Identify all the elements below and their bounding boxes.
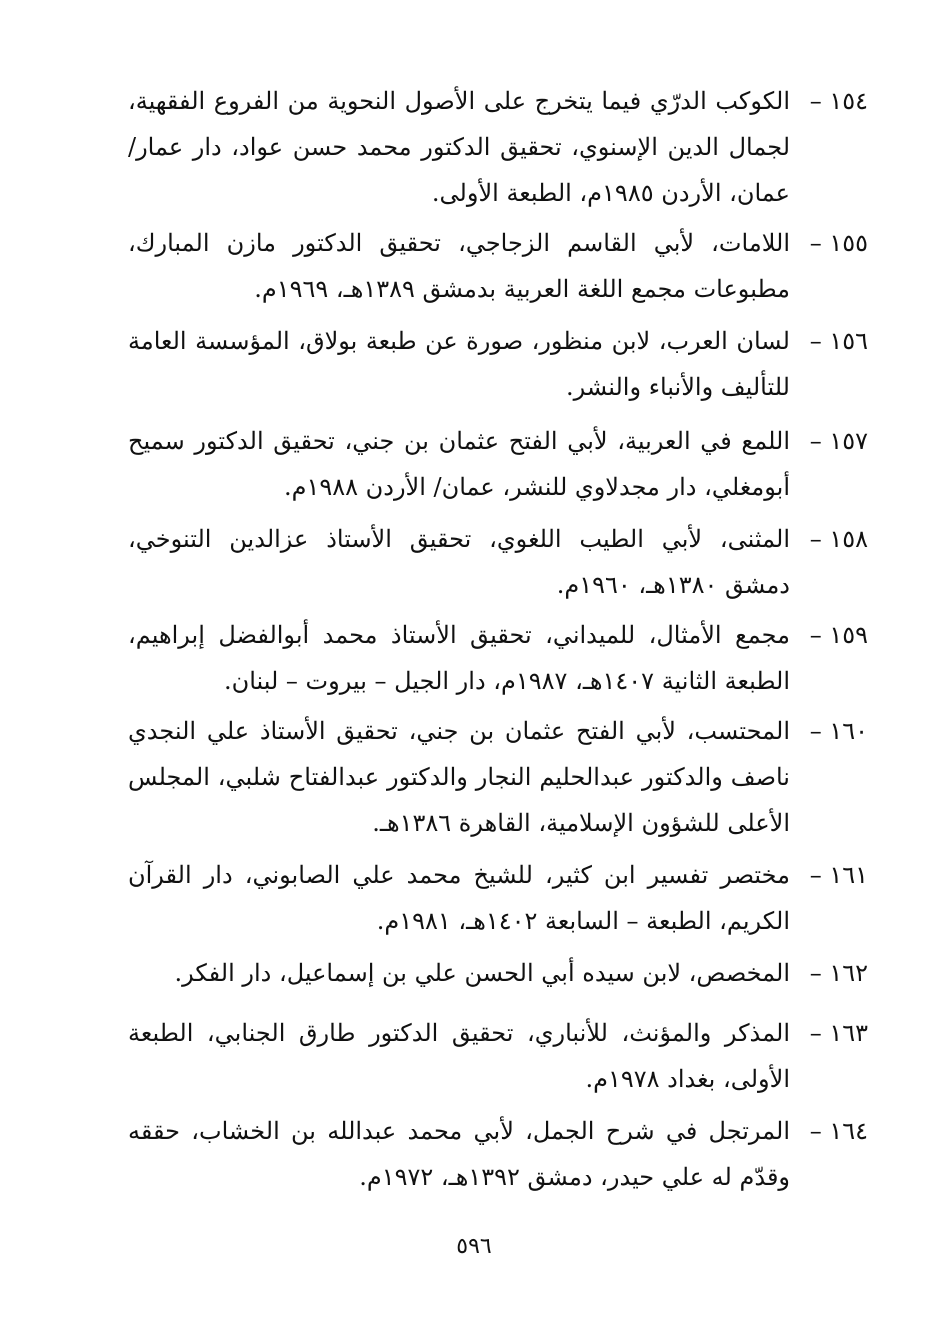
entry-number: ١٥٦ – (809, 327, 868, 355)
entry-text: الكوكب الدرّي فيما يتخرج على الأصول النحوية من الفروع الفقهية، لجمال الدين الإسنوي، تحقيق الدكتور محمد حسن عواد، دار عمار/ عمان، الأردن ١٩٨٥م، الطبعة الأولى. (128, 87, 790, 207)
entry-text: المرتجل في شرح الجمل، لأبي محمد عبدالله بن الخشاب، حققه وقدّم له علي حيدر، دمشق ١٣٩٢هـ، ١٩٧٢م. (128, 1117, 790, 1191)
entry-text: اللمع في العربية، لأبي الفتح عثمان بن جني، تحقيق الدكتور سميح أبومغلي، دار مجدلاوي للنشر، عمان/ الأردن ١٩٨٨م. (128, 427, 790, 501)
entry-text: المثنى، لأبي الطيب اللغوي، تحقيق الأستاذ عزالدين التنوخي، دمشق ١٣٨٠هـ، ١٩٦٠م. (128, 525, 790, 599)
bibliography-entry-163 (128, 1010, 868, 1102)
entry-number: ١٦٠ – (809, 717, 868, 745)
bibliography-entry-159 (128, 612, 868, 704)
entry-number: ١٥٩ – (809, 621, 868, 649)
bibliography-entry-160 (128, 708, 868, 846)
entry-number: ١٥٨ – (809, 525, 868, 553)
bibliography-entry-158 (128, 516, 868, 608)
entry-text: المذكر والمؤنث، للأنباري، تحقيق الدكتور طارق الجنابي، الطبعة الأولى، بغداد ١٩٧٨م. (128, 1019, 790, 1093)
entry-number: ١٦٣ – (809, 1019, 868, 1047)
entry-text: المحتسب، لأبي الفتح عثمان بن جني، تحقيق الأستاذ علي النجدي ناصف والدكتور عبدالحليم النجار والدكتور عبدالفتاح شلبي، المجلس الأعلى للشؤون الإسلامية، القاهرة ١٣٨٦هـ. (128, 717, 790, 837)
entry-text: مجمع الأمثال، للميداني، تحقيق الأستاذ محمد أبوالفضل إبراهيم، الطبعة الثانية ١٤٠٧هـ، ١٩٨٧م، دار الجيل – بيروت – لبنان. (128, 621, 790, 695)
entry-number: ١٦١ – (809, 861, 868, 889)
entry-text: اللامات، لأبي القاسم الزجاجي، تحقيق الدكتور مازن المبارك، مطبوعات مجمع اللغة العربية بدمشق ١٣٨٩هـ، ١٩٦٩م. (128, 229, 790, 303)
entry-number: ١٦٤ – (809, 1117, 868, 1145)
entry-text: لسان العرب، لابن منظور، صورة عن طبعة بولاق، المؤسسة العامة للتأليف والأنباء والنشر. (128, 327, 790, 401)
bibliography-entry-154 (128, 78, 868, 216)
entry-text: المخصص، لابن سيده أبي الحسن علي بن إسماعيل، دار الفكر. (174, 959, 790, 987)
bibliography-entry-156 (128, 318, 868, 410)
entry-number: ١٥٤ – (809, 87, 868, 115)
entry-number: ١٦٢ – (809, 959, 868, 987)
entry-text: مختصر تفسير ابن كثير، للشيخ محمد علي الصابوني، دار القرآن الكريم، الطبعة – السابعة ١٤٠٢هـ، ١٩٨١م. (128, 861, 790, 935)
bibliography-entry-157 (128, 418, 868, 510)
bibliography-entry-155 (128, 220, 868, 312)
entry-number: ١٥٧ – (809, 427, 868, 455)
bibliography-entry-162 (128, 950, 868, 996)
page-number: ٥٩٦ (456, 1234, 492, 1259)
bibliography-entry-164 (128, 1108, 868, 1200)
bibliography-entry-161 (128, 852, 868, 944)
entry-number: ١٥٥ – (809, 229, 868, 257)
